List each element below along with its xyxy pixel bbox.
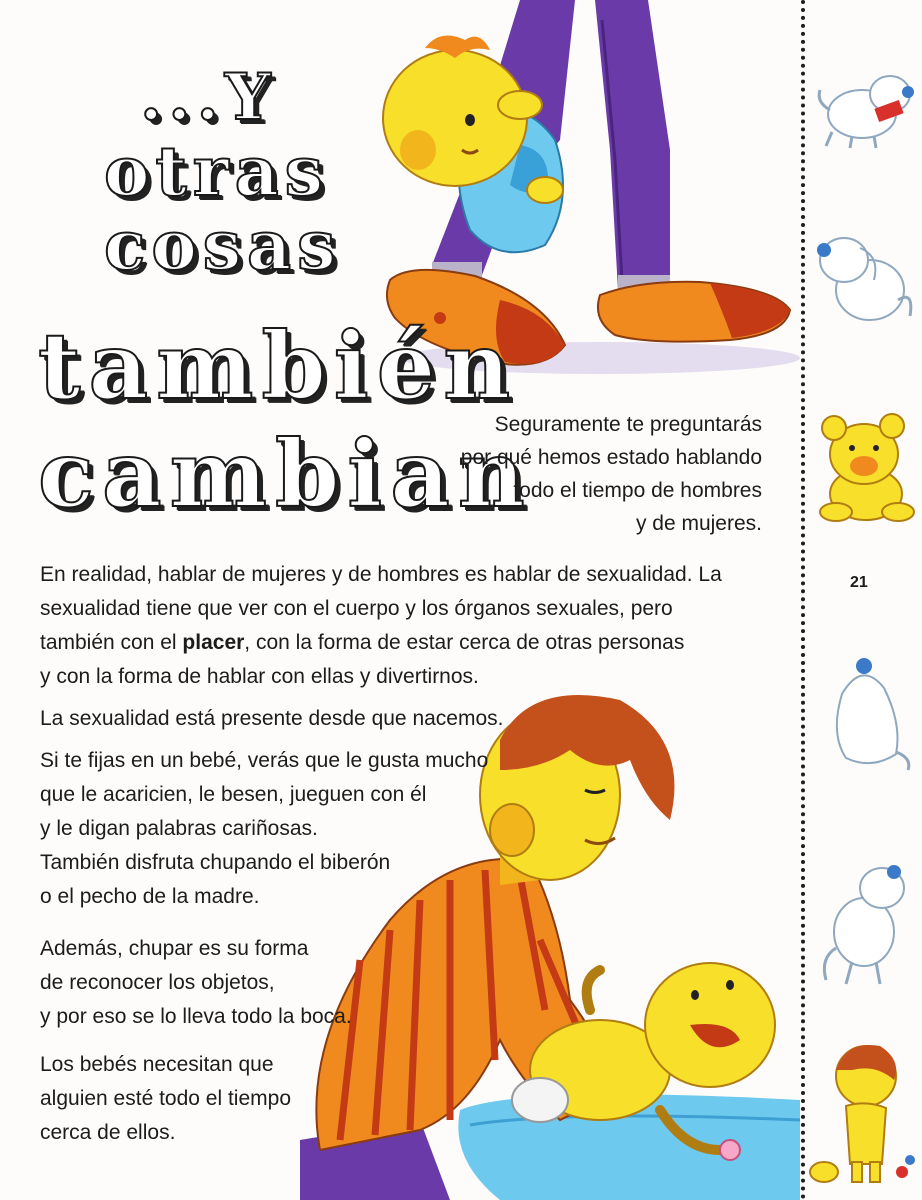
paragraph-line: y le digan palabras cariñosas. — [40, 817, 318, 840]
title-line-3: cosas — [104, 206, 342, 286]
paragraph-line: Si te fijas en un bebé, verás que le gusta mucho — [40, 749, 489, 772]
paragraph-line: alguien esté todo el tiempo — [40, 1087, 292, 1110]
page-number: 21 — [850, 574, 868, 591]
paragraph-line: y con la forma de hablar con ellas y divertirnos. — [40, 665, 479, 688]
highlighted-word: placer — [182, 631, 245, 654]
paragraph-line — [40, 626, 760, 660]
teddy-bear-icon — [808, 404, 920, 524]
intro-line: Seguramente te preguntarás — [494, 413, 762, 436]
paragraph-line: Los bebés necesitan que — [40, 1053, 274, 1076]
paragraph-line: o el pecho de la madre. — [40, 885, 260, 908]
paragraph-line: sexualidad tiene que ver con el cuerpo y los órganos sexuales, pero — [40, 597, 673, 620]
paragraph-sexuality — [40, 558, 760, 694]
intro-line: por qué hemos estado hablando — [460, 446, 762, 469]
paragraph-babies-need — [40, 1048, 340, 1150]
paragraph-since-birth — [40, 702, 560, 736]
paragraph-text: también con el — [40, 631, 183, 654]
paragraph-sucking — [40, 932, 370, 1034]
paragraph-line: También disfruta chupando el biberón — [40, 851, 391, 874]
paragraph-text: , con la forma de estar cerca de otras personas — [244, 631, 685, 654]
intro-text — [382, 408, 762, 540]
paragraph-line: cerca de ellos. — [40, 1121, 176, 1144]
margin-divider — [801, 0, 805, 1200]
paragraph-line: que le acaricien, le besen, jueguen con él — [40, 783, 427, 806]
paragraph-line: Además, chupar es su forma — [40, 937, 309, 960]
child-with-toys-icon — [806, 1040, 920, 1190]
title-line-2: otras — [104, 132, 329, 212]
paragraph-line: de reconocer los objetos, — [40, 971, 275, 994]
title-line-1: ...Y — [140, 60, 277, 135]
title-line-5: cambian — [38, 420, 533, 528]
white-puppy-icon — [810, 220, 920, 330]
jumping-puppy-icon — [812, 858, 920, 988]
paragraph-line: y por eso se lo lleva todo la boca. — [40, 1005, 352, 1028]
paragraph-line: En realidad, hablar de mujeres y de hombres es hablar de sexualidad. La — [40, 563, 722, 586]
title-line-4: también — [38, 312, 519, 420]
puppy-with-book-icon — [812, 62, 920, 152]
intro-line: todo el tiempo de hombres — [513, 479, 762, 502]
paragraph-baby — [40, 744, 510, 914]
paragraph-line: La sexualidad está presente desde que nacemos. — [40, 707, 504, 730]
intro-line: y de mujeres. — [635, 512, 762, 535]
ghost-puppy-icon — [812, 654, 920, 774]
